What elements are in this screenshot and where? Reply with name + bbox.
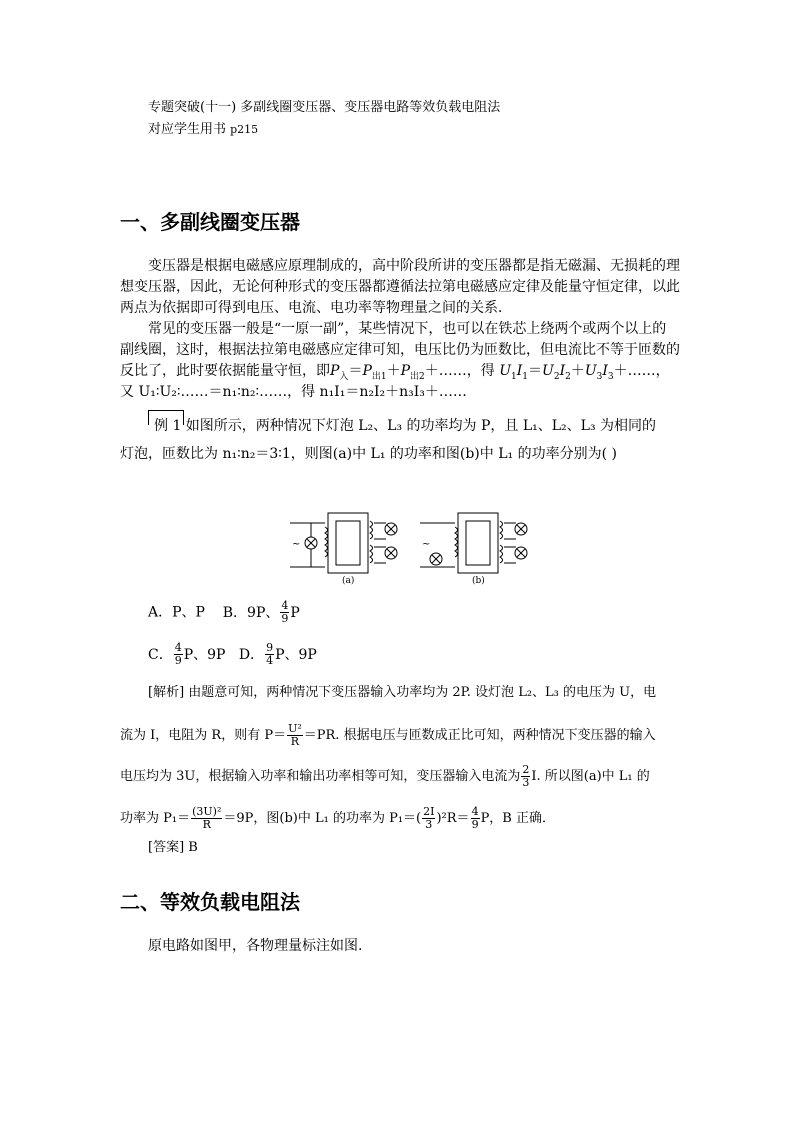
example-1-line-2: 灯泡，匝数比为 n₁∶n₂＝3∶1，则图(a)中 L₁ 的功率和图(b)中 L₁ 的功率分别为( )	[120, 446, 617, 462]
paragraph-2-line-1: 常见的变压器一般是“一原一副”，某些情况下，也可以在铁芯上绕两个或两个以上的	[148, 321, 667, 337]
solution-line-1: [解析] 由题意可知，两种情况下变压器输入功率均为 2P. 设灯泡 L₂、L₃ 的电压为 U，电	[148, 685, 657, 700]
option-c: C． $\frac{4}{9}$ P、9P	[148, 641, 226, 667]
options-row-1	[148, 600, 708, 625]
solution-line-3: 电压均为 3U，根据输入功率和输出功率相等可知，变压器输入电流为 $\frac{2}{3}$ I. 所以图(a)中 L₁ 的	[120, 763, 650, 789]
example-1-line-1: 例 1 如图所示，两种情况下灯泡 L₂、L₃ 的功率均为 P，且 L₁、L₂、L₃ 为相同的	[154, 418, 657, 434]
paragraph-1-line-3: 两点为依据即可得到电压、电流、电功率等物理量之间的关系．	[120, 300, 512, 316]
section-heading-1: 一、多副线圈变压器	[120, 210, 300, 234]
option-d: D． $\frac{9}{4}$ P、9P	[238, 641, 317, 667]
solution-line-4: 功率为 P₁＝ $\frac{\text{(3U)²}}{R}$ ＝9P，图(b)中 L₁ 的功率为 P₁＝( $\frac{2I}{3}$ )²R＝ $\frac{4}{9}$ P，B 正确．	[120, 805, 555, 831]
transformer-figure	[290, 505, 530, 585]
svg-text:~: ~	[292, 539, 301, 550]
paragraph-1-line-1: 变压器是根据电磁感应原理制成的，高中阶段所讲的变压器都是指无磁漏、无损耗的理	[148, 258, 680, 274]
section-2-paragraph: 原电路如图甲，各物理量标注如图.	[148, 938, 363, 954]
paragraph-2-line-2: 副线圈，这时，根据法拉第电磁感应定律可知，电压比仍为匝数比，但电流比不等于匝数的	[120, 342, 680, 358]
answer-line: [答案] B	[148, 840, 198, 855]
solution-line-2: 流为 I，电阻为 R，则有 P＝ $\frac{\text{U²}}{R}$ ＝PR. 根据电压与匝数成正比可知，两种情况下变压器的输入	[120, 722, 656, 748]
figure-a-label: (a)	[342, 576, 355, 585]
book-reference: 对应学生用书 p215	[148, 122, 259, 137]
svg-text:~: ~	[422, 539, 431, 550]
paragraph-2-line-4: 又 U₁∶U₂∶……＝n₁∶n₂∶……，得 n₁I₁＝n₂I₂＋n₃I₃＋……	[120, 384, 467, 400]
doc-title: 专题突破(十一) 多副线圈变压器、变压器电路等效负载电阻法	[148, 100, 501, 115]
option-b: B．9P、 $\frac{4}{9}$ P	[222, 599, 300, 625]
figure-b-label: (b)	[472, 576, 485, 585]
paragraph-1-line-2: 想变压器，因此，无论何种形式的变压器都遵循法拉第电磁感应定律及能量守恒定律，以此	[120, 279, 680, 295]
paragraph-2-line-3: 反比了，此时要依据能量守恒，即$P_入=P_{出1}+P_{出2}+\dots\dots$，得 $U_1I_1=U_2I_2+U_3I_3+\dots\dots$，	[120, 363, 670, 382]
section-heading-2: 二、等效负载电阻法	[120, 890, 300, 914]
options-row-2	[148, 642, 708, 667]
option-a: A．P、P	[148, 604, 205, 621]
